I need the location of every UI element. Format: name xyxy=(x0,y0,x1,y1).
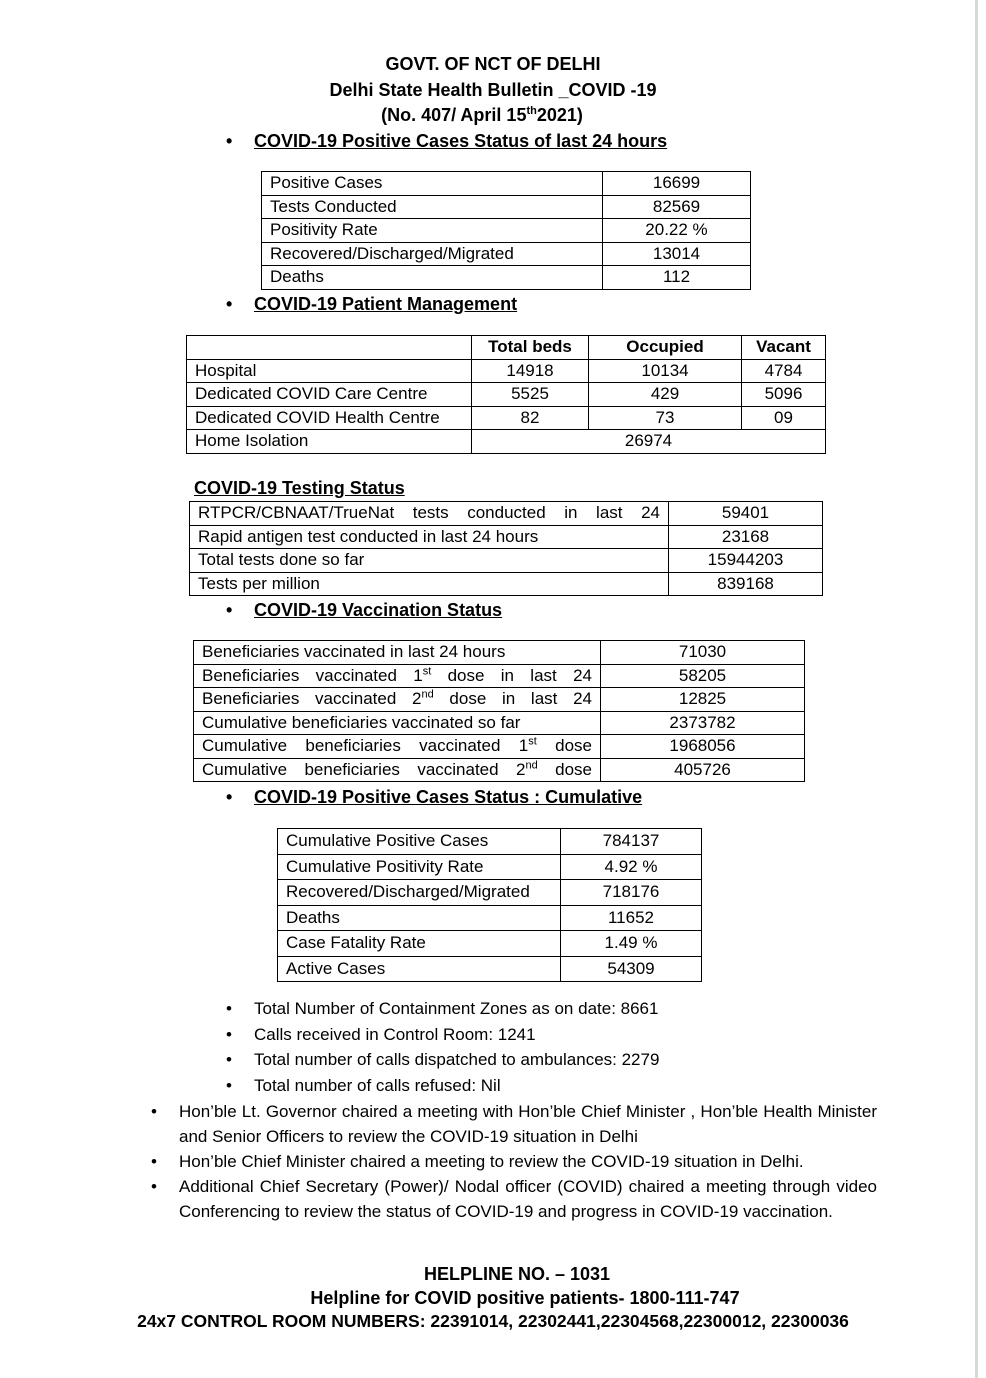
last-24h-table xyxy=(261,171,751,290)
patient-management-table xyxy=(186,335,826,454)
helpline-number: HELPLINE NO. – 1031 xyxy=(423,1264,611,1284)
bullet-icon: • xyxy=(226,131,233,151)
table-row: Tests per million 839168 xyxy=(190,572,823,596)
page-edge xyxy=(975,0,978,1378)
table-row: Beneficiaries vaccinated in last 24 hours 71030 xyxy=(194,641,805,665)
table-row: Cumulative beneficiaries vaccinated 2nd dose 405726 xyxy=(194,758,805,782)
table-row: Beneficiaries vaccinated 1st dose in last 24 58205 xyxy=(194,664,805,688)
table-row: Cumulative Positivity Rate 4.92 % xyxy=(278,854,702,880)
bullet-icon: • xyxy=(226,294,233,314)
table-row: Tests Conducted 82569 xyxy=(262,195,751,219)
table-row: Cumulative Positive Cases 784137 xyxy=(278,829,702,855)
bulletin-header xyxy=(0,52,986,129)
bullet-icon: • xyxy=(151,1177,157,1196)
bullet-icon: • xyxy=(226,1076,232,1095)
govt-title: GOVT. OF NCT OF DELHI xyxy=(385,54,601,74)
covid-helpline: Helpline for COVID positive patients- 1800-111-747 xyxy=(310,1288,740,1308)
table-row: Recovered/Discharged/Migrated 718176 xyxy=(278,880,702,906)
testing-status-table xyxy=(189,501,823,596)
cumulative-status-table xyxy=(277,828,702,982)
table-row: Dedicated COVID Care Centre 5525 429 5096 xyxy=(187,383,826,407)
table-row: Cumulative beneficiaries vaccinated so far 2373782 xyxy=(194,711,805,735)
table-row: Active Cases 54309 xyxy=(278,956,702,982)
table-row: Recovered/Discharged/Migrated 13014 xyxy=(262,242,751,266)
table-row: Beneficiaries vaccinated 2nd dose in last 24 12825 xyxy=(194,688,805,712)
bullet-icon: • xyxy=(226,1050,232,1069)
table-row: Rapid antigen test conducted in last 24 hours 23168 xyxy=(190,525,823,549)
table-row: Positive Cases 16699 xyxy=(262,172,751,196)
bullet-icon: • xyxy=(151,1102,157,1121)
bullet-icon: • xyxy=(226,600,233,620)
table-row: Positivity Rate 20.22 % xyxy=(262,219,751,243)
table-row: Dedicated COVID Health Centre 82 73 09 xyxy=(187,406,826,430)
table-row: Deaths 112 xyxy=(262,266,751,290)
table-row: Hospital 14918 10134 4784 xyxy=(187,359,826,383)
table-row: RTPCR/CBNAAT/TrueNat tests conducted in last 24 59401 xyxy=(190,502,823,526)
table-header-row: Total beds Occupied Vacant xyxy=(187,336,826,360)
bullet-icon: • xyxy=(151,1152,157,1171)
bulletin-number: (No. 407/ April 15th2021) xyxy=(381,105,583,125)
bulletin-title: Delhi State Health Bulletin _COVID -19 xyxy=(329,79,657,100)
table-row: Home Isolation 26974 xyxy=(187,430,826,454)
table-row: Cumulative beneficiaries vaccinated 1st dose 1968056 xyxy=(194,735,805,759)
section-heading-testing: COVID-19 Testing Status xyxy=(194,478,405,498)
table-row: Case Fatality Rate 1.49 % xyxy=(278,931,702,957)
bullet-icon: • xyxy=(226,787,233,807)
table-row: Total tests done so far 15944203 xyxy=(190,549,823,573)
bullet-icon: • xyxy=(226,1025,232,1044)
vaccination-status-table xyxy=(193,640,805,782)
table-row: Deaths 11652 xyxy=(278,905,702,931)
control-room-numbers: 24x7 CONTROL ROOM NUMBERS: 22391014, 22302441,22304568,22300012, 22300036 xyxy=(137,1311,849,1331)
bullet-icon: • xyxy=(226,999,232,1018)
